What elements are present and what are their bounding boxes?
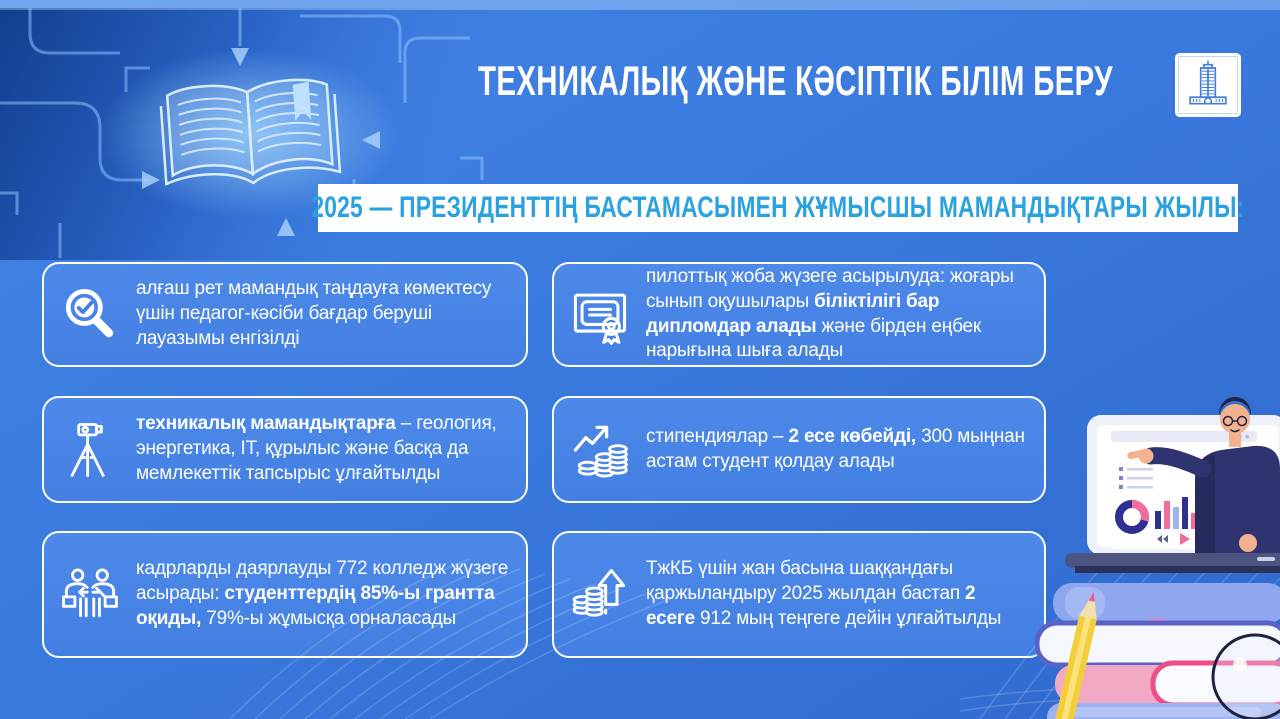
card-pilot-diplomas bbox=[552, 262, 1046, 367]
card-text-pre: кадрларды даярлауды 772 колледж жүзеге асырады: bbox=[136, 558, 509, 605]
card-text-pre: ТжКБ үшін жан басына шаққандағы қаржыландыру 2025 жылдан бастап bbox=[646, 558, 965, 605]
government-building-icon bbox=[1182, 59, 1234, 111]
page-title bbox=[420, 56, 1170, 106]
card-text-pre: пилоттық жоба жүзеге асырылуда: жоғары сынып оқушылары bbox=[646, 266, 1014, 312]
ministry-logo bbox=[1175, 53, 1241, 117]
card-text-bold: техникалық мамандықтарға bbox=[136, 413, 396, 435]
card-text-bold: студенттердің 85%-ы грантта оқиды, bbox=[136, 583, 495, 629]
magnifier-check-icon bbox=[44, 281, 136, 349]
card-text-bold: 2 есеге bbox=[646, 583, 976, 629]
card-text-post: 300 мыңнан астам студент қолдау алады bbox=[646, 425, 1025, 472]
card-funding-increase bbox=[552, 531, 1046, 658]
coins-growth-icon bbox=[554, 416, 646, 484]
theodolite-icon bbox=[44, 416, 136, 484]
card-text bbox=[136, 277, 526, 351]
top-accent-strip bbox=[0, 0, 1280, 10]
workforce-exchange-icon bbox=[44, 561, 136, 629]
card-text-post: – геология, энергетика, IT, құрылыс және басқа да мемлекеттік тапсырыс ұлғайтылды bbox=[136, 413, 497, 484]
page-title-text: ТЕХНИКАЛЫҚ ЖӘНЕ КӘСІПТІК БІЛІМ БЕРУ bbox=[477, 57, 1113, 104]
card-technical-specialties bbox=[42, 396, 528, 503]
funding-increase-icon bbox=[554, 561, 646, 629]
diploma-icon bbox=[554, 281, 646, 349]
card-text-pre: стипендиялар – bbox=[646, 425, 789, 447]
card-text-post: және бірден еңбек нарығына шыға алады bbox=[646, 315, 982, 362]
card-text bbox=[136, 557, 526, 631]
card-text bbox=[136, 412, 526, 486]
card-career-guidance bbox=[42, 262, 528, 367]
hero-illustration bbox=[1035, 367, 1280, 719]
card-text-pre: алғаш рет мамандық таңдауға көмектесу үшін педагог-кәсіби бағдар беруші лауазымы енгізілді bbox=[136, 278, 492, 349]
card-scholarships bbox=[552, 396, 1046, 503]
card-text-bold: біліктілігі бар дипломдар алады bbox=[646, 290, 940, 337]
card-text-post: 912 мың теңгеге дейін ұлғайтылды bbox=[694, 607, 1002, 629]
card-text bbox=[646, 557, 1044, 631]
year-banner-text: 2025 — ПРЕЗИДЕНТТІҢ БАСТАМАСЫМЕН ЖҰМЫСШЫ МАМАНДЫҚТАРЫ ЖЫЛЫ: bbox=[311, 191, 1245, 224]
card-text bbox=[646, 265, 1044, 364]
card-text-post: 79%-ы жұмысқа орналасады bbox=[201, 607, 456, 629]
card-text-bold: 2 есе көбейді, bbox=[788, 425, 916, 447]
magnifier-illustration bbox=[1213, 635, 1280, 719]
year-banner bbox=[311, 184, 1245, 232]
card-text bbox=[646, 425, 1044, 474]
card-colleges-training bbox=[42, 531, 528, 658]
